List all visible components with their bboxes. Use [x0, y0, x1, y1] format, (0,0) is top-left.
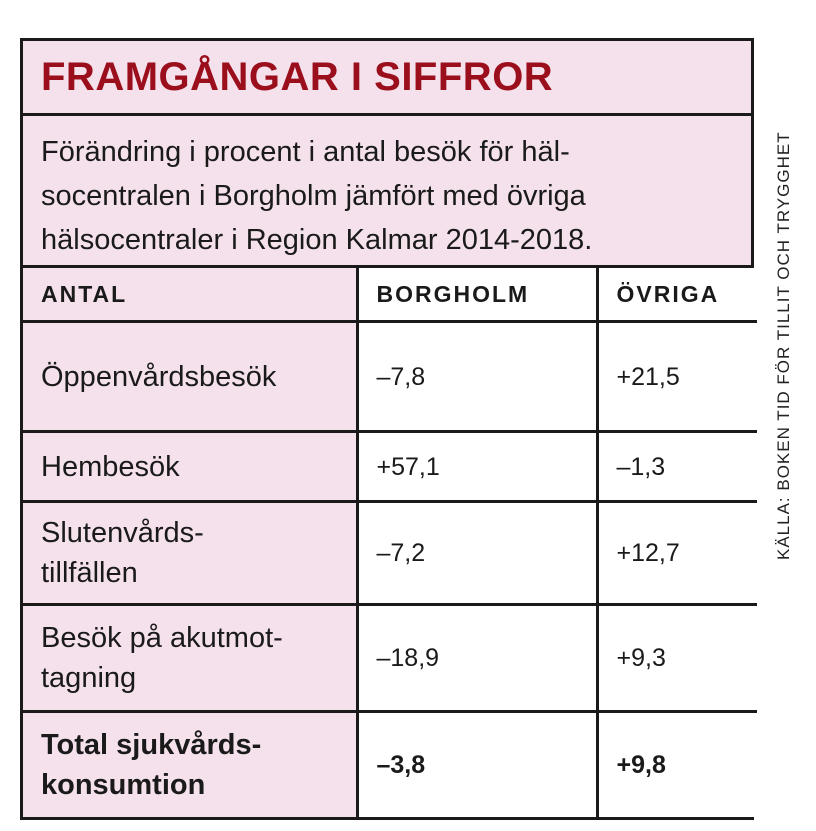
row-label-line: konsumtion	[41, 768, 206, 801]
subtitle-line: hälsocentraler i Region Kalmar 2014-2018.	[41, 224, 593, 256]
row-label	[23, 322, 357, 432]
header-ovriga: ÖVRIGA	[597, 268, 757, 322]
row-label-line: Hembesök	[41, 450, 180, 483]
row-label	[23, 432, 357, 502]
borgholm-value: –7,8	[357, 322, 597, 432]
stats-table	[23, 268, 757, 817]
card-title: FRAMGÅNGAR I SIFFROR	[41, 54, 554, 99]
ovriga-value: +9,3	[597, 605, 757, 712]
subtitle-line: Förändring i procent i antal besök för häl-	[41, 136, 570, 168]
subtitle-line: socentralen i Borgholm jämfört med övriga	[41, 180, 586, 212]
header-antal: ANTAL	[23, 268, 357, 322]
table-row	[23, 432, 757, 502]
table-header-row	[23, 268, 757, 322]
table-row	[23, 322, 757, 432]
row-label-line: tillfällen	[41, 557, 138, 589]
row-label-line: Total sjukvårds-	[41, 728, 262, 761]
table-row	[23, 502, 757, 605]
borgholm-value: +57,1	[357, 432, 597, 502]
row-label-line: Besök på akutmot-	[41, 622, 283, 654]
row-label-line: Öppenvårdsbesök	[41, 360, 277, 393]
card-subtitle	[23, 116, 751, 268]
ovriga-value: –1,3	[597, 432, 757, 502]
source-credit: KÄLLA: BOKEN TID FÖR TILLIT OCH TRYGGHET	[774, 131, 793, 560]
borgholm-value: –3,8	[357, 712, 597, 817]
header-borgholm: BORGHOLM	[357, 268, 597, 322]
borgholm-value: –18,9	[357, 605, 597, 712]
title-row	[23, 41, 751, 116]
row-label-line: tagning	[41, 662, 137, 694]
ovriga-value: +21,5	[597, 322, 757, 432]
table-row-total	[23, 712, 757, 817]
stats-card	[20, 38, 754, 820]
borgholm-value: –7,2	[357, 502, 597, 605]
row-label	[23, 605, 357, 712]
row-label	[23, 502, 357, 605]
table-row	[23, 605, 757, 712]
row-label-line: Slutenvårds-	[41, 517, 204, 549]
ovriga-value: +9,8	[597, 712, 757, 817]
row-label	[23, 712, 357, 817]
ovriga-value: +12,7	[597, 502, 757, 605]
